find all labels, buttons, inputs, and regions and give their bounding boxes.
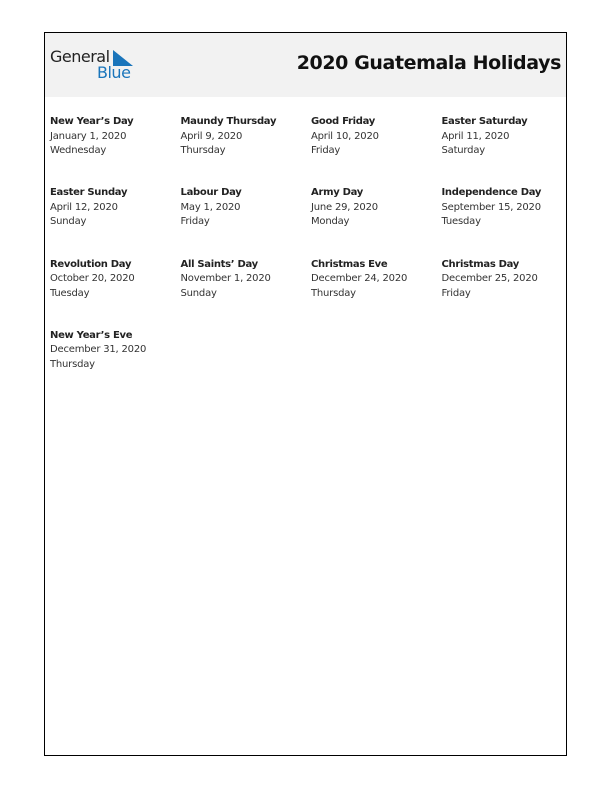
- holiday-date: December 24, 2020: [311, 273, 408, 285]
- holiday-weekday: Friday: [441, 287, 471, 299]
- holiday-name: New Year’s Eve: [50, 329, 133, 341]
- holiday-date: April 10, 2020: [311, 130, 379, 142]
- holiday-weekday: Wednesday: [50, 145, 107, 156]
- holiday-date: December 25, 2020: [441, 273, 538, 285]
- holiday-name: All Saints’ Day: [180, 258, 258, 270]
- logo-word-blue: Blue: [97, 63, 131, 82]
- holiday-entry: [181, 186, 312, 257]
- holiday-weekday: Monday: [311, 216, 350, 228]
- holiday-weekday: Thursday: [311, 287, 356, 299]
- holiday-weekday: Tuesday: [441, 216, 481, 228]
- holiday-name: Revolution Day: [50, 258, 132, 270]
- holiday-weekday: Friday: [180, 216, 210, 228]
- holiday-weekday: Saturday: [441, 145, 485, 156]
- holiday-date: April 11, 2020: [441, 130, 510, 142]
- holiday-date: October 20, 2020: [50, 273, 135, 285]
- holiday-date: April 12, 2020: [50, 201, 118, 213]
- holiday-entry: [311, 115, 442, 186]
- holiday-date: November 1, 2020: [180, 273, 271, 285]
- holiday-date: June 29, 2020: [311, 201, 378, 213]
- holiday-date: December 31, 2020: [50, 344, 147, 356]
- holiday-entry: [311, 186, 442, 257]
- holiday-date: January 1, 2020: [50, 130, 127, 142]
- header-band: [45, 33, 566, 97]
- holiday-name: New Year’s Day: [50, 116, 134, 127]
- holiday-name: Easter Sunday: [50, 187, 128, 199]
- holiday-entry: [50, 186, 181, 257]
- holiday-name: Labour Day: [180, 187, 242, 199]
- holiday-entry: [442, 258, 570, 329]
- holiday-entry: [181, 258, 312, 329]
- holiday-name: Christmas Eve: [311, 258, 388, 270]
- holiday-weekday: Friday: [311, 145, 341, 156]
- holiday-entry: [50, 258, 181, 329]
- generalblue-logo: [50, 47, 140, 87]
- holiday-name: Army Day: [311, 187, 363, 199]
- holiday-name: Independence Day: [441, 187, 542, 199]
- holiday-name: Good Friday: [311, 116, 375, 127]
- holiday-entry: [311, 258, 442, 329]
- holiday-entry: [442, 186, 570, 257]
- holiday-entry: [181, 115, 312, 186]
- holiday-entry: [50, 329, 181, 400]
- holiday-weekday: Thursday: [180, 145, 226, 156]
- holiday-name: Easter Saturday: [441, 116, 528, 127]
- holiday-date: May 1, 2020: [180, 201, 241, 213]
- page-frame: [44, 32, 567, 756]
- holiday-entry: [50, 115, 181, 186]
- page-title: 2020 Guatemala Holidays: [296, 52, 561, 74]
- holiday-weekday: Sunday: [50, 216, 87, 228]
- holiday-date: April 9, 2020: [180, 130, 243, 142]
- holiday-weekday: Thursday: [50, 358, 95, 370]
- holiday-grid: [50, 115, 570, 400]
- holiday-entry: [442, 115, 570, 186]
- holiday-date: September 15, 2020: [441, 201, 541, 213]
- holiday-weekday: Tuesday: [50, 287, 90, 299]
- holiday-name: Christmas Day: [441, 258, 520, 270]
- logo-word-general: General: [50, 47, 110, 66]
- holiday-weekday: Sunday: [180, 287, 217, 299]
- holiday-name: Maundy Thursday: [180, 116, 277, 127]
